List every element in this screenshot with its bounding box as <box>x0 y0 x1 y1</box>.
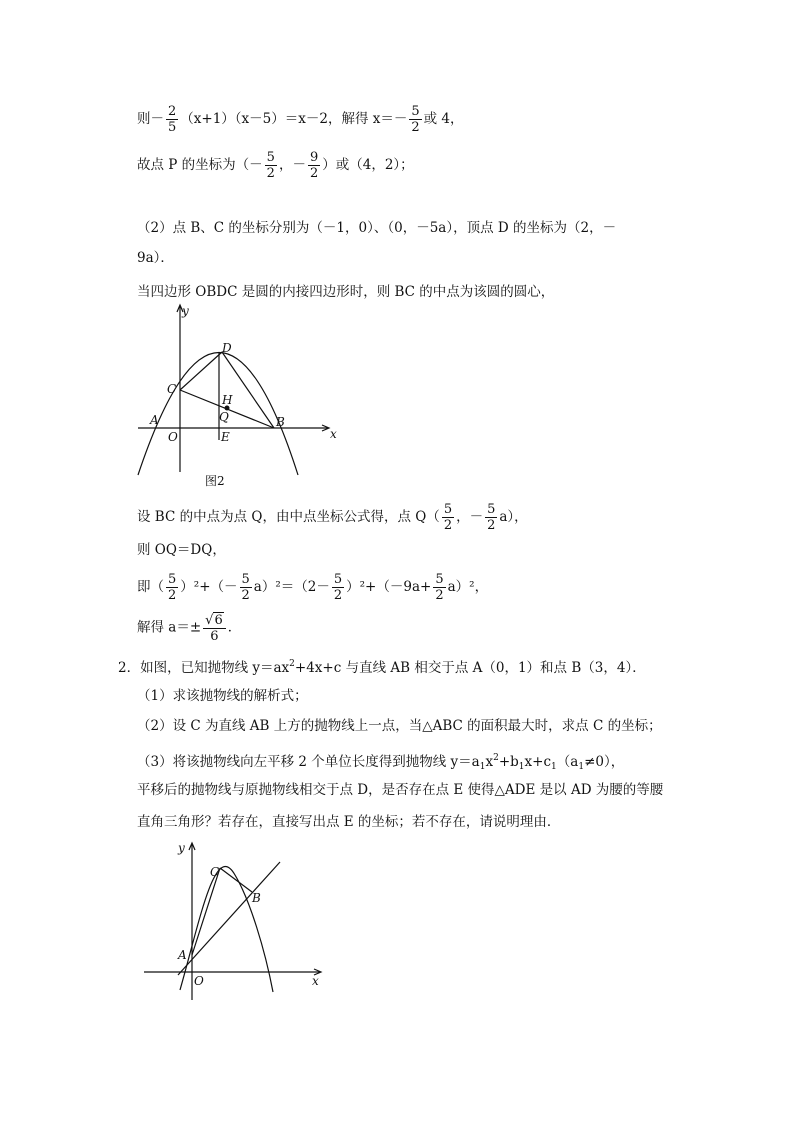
fraction: $\frac{2}{5}$ <box>168 104 177 135</box>
fraction: $\frac{5}{2}$ <box>411 104 420 135</box>
parabola-curve <box>138 353 298 476</box>
solution-line-8 <box>137 572 488 603</box>
label-Q: Q <box>219 410 229 424</box>
segment-CB <box>220 868 252 892</box>
label-H: H <box>222 393 233 407</box>
fraction: $\frac{5}{2}$ <box>435 572 444 603</box>
label-O: O <box>168 430 178 444</box>
label-C: C <box>210 865 220 879</box>
label-E: E <box>221 430 230 444</box>
label-x: x <box>330 427 337 441</box>
label-y: y <box>182 304 189 318</box>
solution-line-6 <box>137 502 528 533</box>
text: a）²， <box>447 579 489 595</box>
fraction: $\frac{5}{2}$ <box>333 572 343 603</box>
text: ，－ <box>278 157 306 173</box>
label-C: C <box>167 382 177 396</box>
figure-caption: 图2 <box>205 474 225 488</box>
line-AB <box>178 862 280 975</box>
segment-CD <box>180 352 222 390</box>
fraction: $\frac{5}{2}$ <box>266 150 275 181</box>
figure-2 <box>130 300 350 490</box>
problem-2-q2: （2）设 C 为直线 AB 上方的抛物线上一点，当△ABC 的面积最大时，求点 C 的坐标； <box>137 718 662 734</box>
label-O: O <box>194 974 204 988</box>
text: 设 BC 的中点为点 Q，由中点坐标公式得，点 Q（ <box>137 509 440 525</box>
fraction: $\frac{5}{2}$ <box>443 502 453 533</box>
text: ，－ <box>456 509 484 525</box>
fraction: $\frac{5}{2}$ <box>487 502 496 533</box>
text: 或 4， <box>423 111 464 127</box>
text: 则－ <box>137 111 164 127</box>
text: 解得 a＝± <box>137 619 202 636</box>
fraction: $\frac{9}{2}$ <box>309 150 319 181</box>
problem-2-q3-line3: 直角三角形？若存在，直接写出点 E 的坐标；若不存在，请说明理由． <box>137 814 561 830</box>
text: 即（ <box>137 579 164 595</box>
text: ． <box>227 619 242 636</box>
figure-problem-2 <box>140 840 340 1005</box>
label-A: A <box>150 413 159 427</box>
fraction: $\frac{5}{2}$ <box>168 572 177 603</box>
label-x: x <box>312 974 319 988</box>
segment-AC <box>192 868 220 955</box>
problem-2-q3-line2: 平移后的抛物线与原抛物线相交于点 D，是否存在点 E 使得△ADE 是以 AD 为腰的等腰 <box>137 782 664 798</box>
text: 故点 P 的坐标为（－ <box>137 157 263 173</box>
label-y: y <box>178 841 185 855</box>
label-B: B <box>252 891 261 905</box>
text: ）或（4，2）； <box>322 157 414 173</box>
label-A: A <box>178 948 187 962</box>
solution-line-3: （2）点 B、C 的坐标分别为（－1，0）、（0，－5a），顶点 D 的坐标为（2，－ <box>137 220 617 236</box>
solution-line-4: 9a）． <box>137 250 174 266</box>
text: ）²+（－9a+ <box>346 579 432 595</box>
solution-line-9 <box>137 612 241 644</box>
solution-line-7: 则 OQ＝DQ， <box>137 542 226 558</box>
label-B: B <box>276 415 285 429</box>
text: （x+1）（x－5）＝x－2，解得 x＝－ <box>180 111 408 127</box>
problem-2-title: 2．如图，已知抛物线 $y=ax^2+4x+c$ 与直线 AB 相交于点 A（0，1）和点 B（3，4）． <box>118 659 646 676</box>
segment-DB <box>222 352 274 428</box>
text: a）， <box>499 509 528 525</box>
solution-line-2 <box>137 150 414 181</box>
problem-2-q3: （3）将该抛物线向左平移 2 个单位长度得到抛物线 $y=a_1x^2+b_1x+c_1(a_1\ne 0)$， <box>137 753 625 772</box>
solution-line-5: 当四边形 OBDC 是圆的内接四边形时，则 BC 的中点为该圆的圆心， <box>137 284 555 300</box>
text: ）²+（－ <box>180 579 238 595</box>
problem-2-q1: （1）求该抛物线的解析式； <box>137 688 308 704</box>
fraction: $\frac{5}{2}$ <box>241 572 250 603</box>
text: a）²＝（2－ <box>253 579 330 595</box>
fraction: $\frac{√6}{6}$ <box>203 612 226 644</box>
label-D: D <box>222 341 232 355</box>
solution-line-1 <box>137 104 464 135</box>
